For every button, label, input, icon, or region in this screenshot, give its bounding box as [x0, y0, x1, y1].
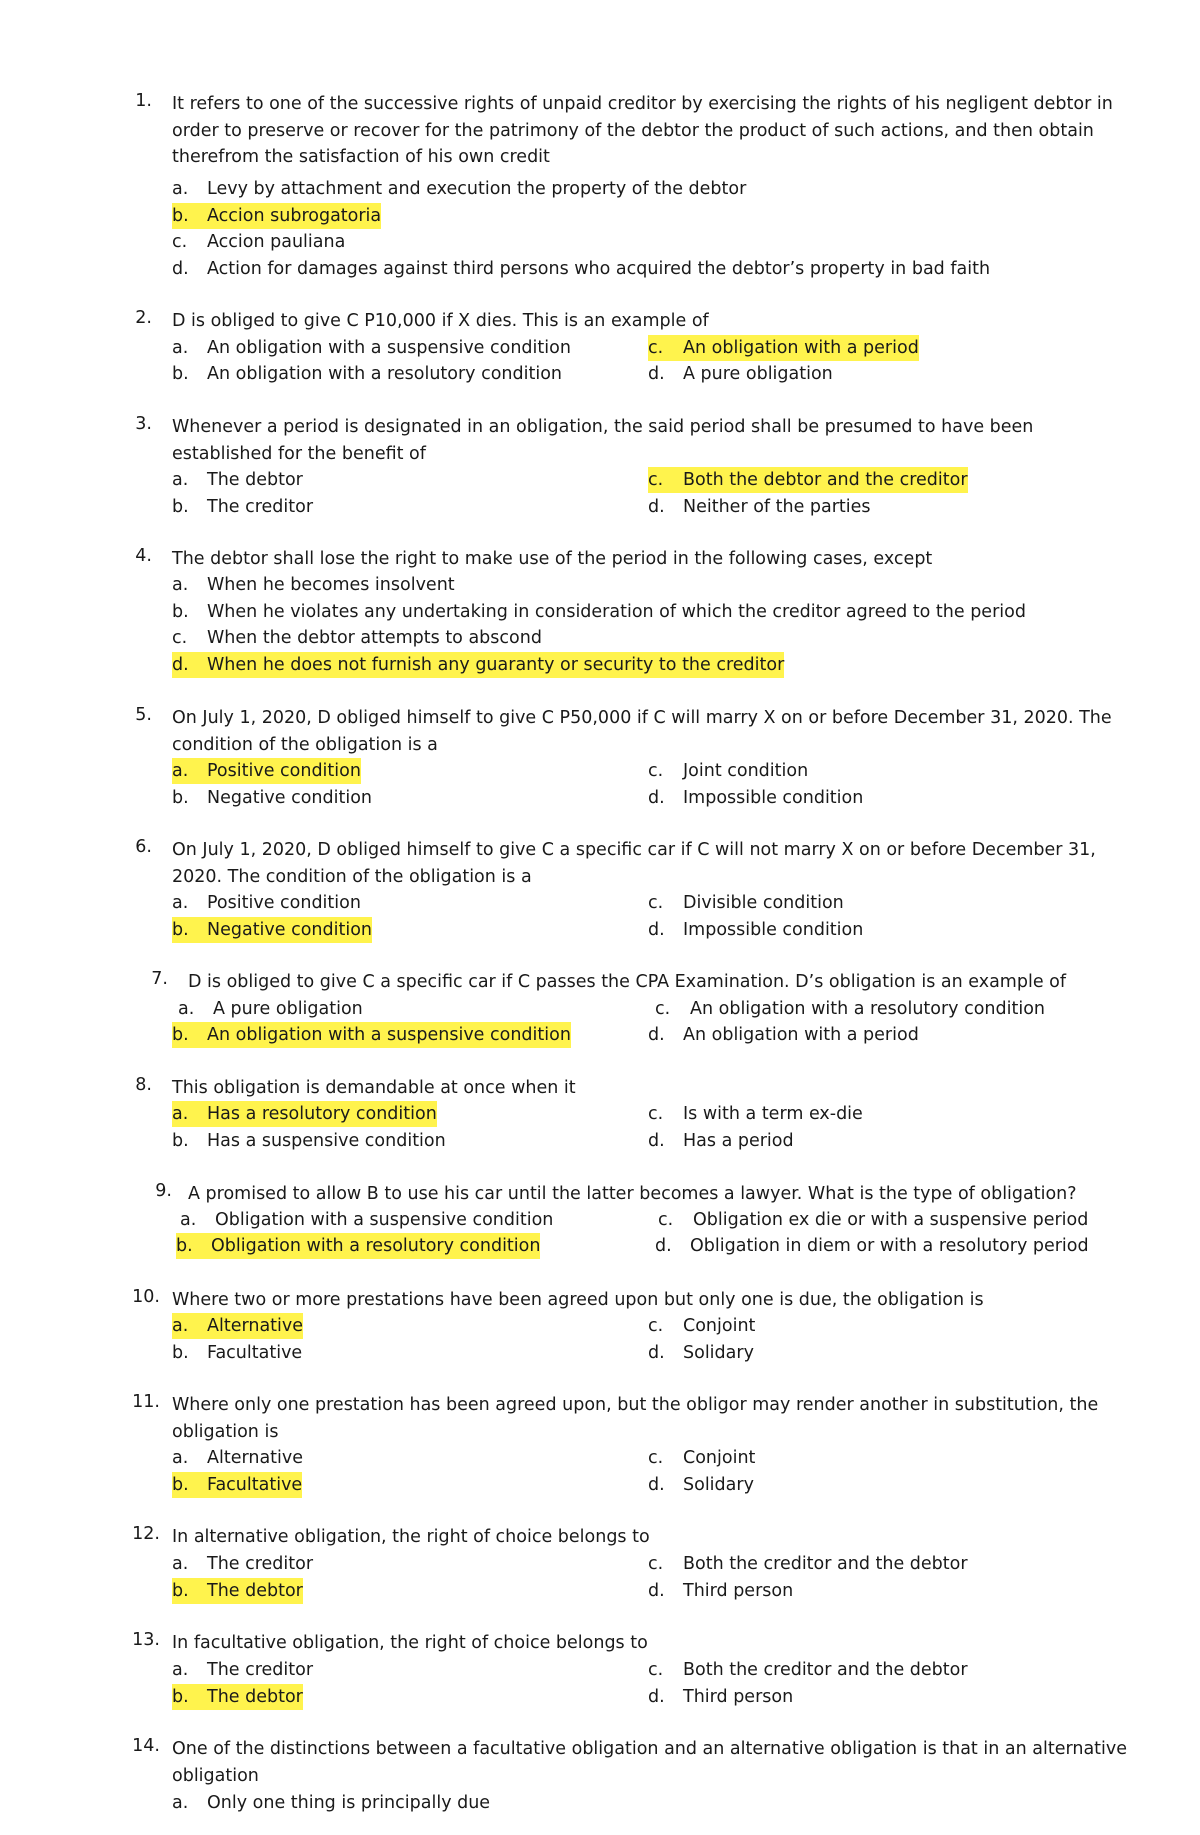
- option-c: [648, 1551, 968, 1577]
- option-letter: d.: [655, 1236, 672, 1256]
- option-text: When the debtor attempts to abscond: [207, 628, 542, 648]
- question-number: 1.: [135, 91, 152, 111]
- option-letter: c.: [172, 628, 188, 648]
- option-text: Conjoint: [683, 1316, 756, 1336]
- option-d: [648, 1578, 793, 1604]
- option-d-correct: [172, 652, 784, 678]
- option-a: [172, 1445, 303, 1471]
- option-text: Both the creditor and the debtor: [683, 1660, 968, 1680]
- option-text: Third person: [683, 1581, 794, 1601]
- option-text: Obligation with a suspensive condition: [215, 1210, 554, 1230]
- question-text: One of the distinctions between a facultative obligation and an alternative obligation is that in an alternative obligation: [172, 1739, 1128, 1786]
- option-letter: d.: [648, 364, 665, 384]
- question-number: 13.: [132, 1630, 160, 1650]
- option-letter: b.: [172, 788, 189, 808]
- option-c: [648, 1657, 968, 1683]
- option-b-correct: [172, 1022, 571, 1048]
- option-letter: b.: [172, 364, 189, 384]
- option-letter: a.: [172, 1448, 189, 1468]
- option-a-correct: [172, 1313, 303, 1339]
- question-number: 12.: [132, 1524, 160, 1544]
- option-text: Action for damages against third persons who acquired the debtor’s property in bad faith: [207, 259, 991, 279]
- option-text: Divisible condition: [683, 893, 844, 913]
- option-letter: d.: [648, 1025, 665, 1045]
- question-number: 3.: [135, 414, 152, 434]
- option-c-correct: [648, 467, 968, 493]
- option-text: Positive condition: [207, 761, 361, 781]
- option-letter: c.: [172, 232, 188, 252]
- option-text: Solidary: [683, 1343, 754, 1363]
- option-text: Obligation in diem or with a resolutory period: [690, 1236, 1089, 1256]
- option-d: [655, 1233, 1089, 1259]
- option-text: Joint condition: [683, 761, 809, 781]
- option-text: Impossible condition: [683, 788, 864, 808]
- option-letter: b.: [172, 917, 207, 943]
- option-text: Levy by attachment and execution the property of the debtor: [207, 179, 747, 199]
- option-text: Third person: [683, 1687, 794, 1707]
- option-d: [648, 1128, 794, 1154]
- option-letter: a.: [172, 338, 189, 358]
- option-text: The debtor: [207, 1581, 303, 1601]
- question-number: 2.: [135, 308, 152, 328]
- question-text: Where only one prestation has been agreed upon, but the obligor may render another in substitution, the obligation is: [172, 1395, 1099, 1442]
- option-a: [172, 467, 303, 493]
- option-letter: c.: [648, 1104, 664, 1124]
- option-text: An obligation with a suspensive condition: [207, 338, 571, 358]
- question-number: 11.: [132, 1392, 160, 1412]
- option-a: [172, 572, 455, 598]
- question-number: 14.: [132, 1736, 160, 1756]
- option-b-correct: [172, 1472, 302, 1498]
- option-b-correct: [176, 1233, 540, 1259]
- option-letter: b.: [172, 203, 207, 229]
- option-letter: b.: [176, 1233, 211, 1259]
- option-text: Obligation with a resolutory condition: [211, 1236, 541, 1256]
- option-b: [172, 785, 372, 811]
- question-text: Whenever a period is designated in an obligation, the said period shall be presumed to have been established for the benefit of: [172, 417, 1034, 464]
- option-text: A pure obligation: [213, 999, 363, 1019]
- option-text: An obligation with a period: [683, 338, 919, 358]
- option-b-correct: [172, 203, 381, 229]
- option-a: [172, 335, 571, 361]
- option-letter: b.: [172, 602, 189, 622]
- option-letter: c.: [648, 1554, 664, 1574]
- option-letter: d.: [648, 1581, 665, 1601]
- option-letter: b.: [172, 1022, 207, 1048]
- option-letter: c.: [648, 467, 683, 493]
- option-c: [648, 1101, 863, 1127]
- option-letter: b.: [172, 1684, 207, 1710]
- option-letter: d.: [648, 497, 665, 517]
- option-letter: b.: [172, 1578, 207, 1604]
- option-letter: d.: [172, 259, 189, 279]
- question-number: 7.: [151, 969, 168, 989]
- option-letter: a.: [172, 758, 207, 784]
- option-b-correct: [172, 1578, 303, 1604]
- option-text: The creditor: [207, 1660, 314, 1680]
- option-text: Positive condition: [207, 893, 361, 913]
- question-text: In facultative obligation, the right of choice belongs to: [172, 1633, 648, 1653]
- option-letter: d.: [648, 1687, 665, 1707]
- option-a: [172, 1790, 490, 1816]
- option-text: When he violates any undertaking in consideration of which the creditor agreed to the period: [207, 602, 1026, 622]
- option-letter: d.: [648, 788, 665, 808]
- option-text: The creditor: [207, 497, 314, 517]
- option-b: [172, 599, 1026, 625]
- option-text: An obligation with a period: [683, 1025, 919, 1045]
- option-letter: d.: [648, 1475, 665, 1495]
- option-text: The debtor: [207, 470, 303, 490]
- option-text: Alternative: [207, 1448, 304, 1468]
- question-text: In alternative obligation, the right of choice belongs to: [172, 1527, 650, 1547]
- option-text: An obligation with a resolutory condition: [207, 364, 563, 384]
- option-d: [648, 494, 871, 520]
- option-text: Has a period: [683, 1131, 794, 1151]
- option-c: [648, 890, 844, 916]
- option-letter: a.: [172, 1793, 189, 1813]
- option-b: [172, 1128, 446, 1154]
- option-d: [648, 917, 863, 943]
- option-letter: c.: [648, 1316, 664, 1336]
- option-letter: a.: [172, 1313, 207, 1339]
- option-c: [655, 996, 1045, 1022]
- option-a-correct: [172, 758, 361, 784]
- option-letter: c.: [648, 335, 683, 361]
- option-letter: b.: [172, 497, 189, 517]
- option-c: [648, 758, 808, 784]
- option-a: [172, 1657, 313, 1683]
- question-number: 10.: [132, 1287, 160, 1307]
- option-c-correct: [648, 335, 919, 361]
- option-letter: a.: [172, 470, 189, 490]
- question-text: D is obliged to give C P10,000 if X dies. This is an example of: [172, 311, 709, 331]
- question-number: 9.: [155, 1181, 172, 1201]
- option-b: [172, 1340, 302, 1366]
- question-text: On July 1, 2020, D obliged himself to give C P50,000 if C will marry X on or before December 31, 2020. The condition of the obligation is a: [172, 708, 1112, 755]
- option-text: Facultative: [207, 1343, 303, 1363]
- option-letter: b.: [172, 1472, 207, 1498]
- option-text: Both the debtor and the creditor: [683, 470, 968, 490]
- option-text: Accion pauliana: [207, 232, 346, 252]
- option-a: [172, 890, 361, 916]
- option-a: [180, 1207, 553, 1233]
- option-letter: a.: [172, 893, 189, 913]
- option-d: [172, 256, 990, 282]
- option-d: [648, 1340, 754, 1366]
- question-text: On July 1, 2020, D obliged himself to give C a specific car if C will not marry X on or before December 31, 2020. The condition of the obligation is a: [172, 840, 1096, 887]
- option-text: Solidary: [683, 1475, 754, 1495]
- option-c: [172, 625, 542, 651]
- option-b: [172, 494, 313, 520]
- option-d: [648, 1472, 754, 1498]
- question-text: The debtor shall lose the right to make use of the period in the following cases, except: [172, 549, 933, 569]
- option-letter: a.: [172, 575, 189, 595]
- option-text: The creditor: [207, 1554, 314, 1574]
- option-text: Facultative: [207, 1475, 303, 1495]
- option-b-correct: [172, 1684, 303, 1710]
- option-d: [648, 361, 833, 387]
- option-letter: a.: [180, 1210, 197, 1230]
- option-text: Negative condition: [207, 788, 373, 808]
- option-b-correct: [172, 917, 372, 943]
- option-letter: c.: [648, 893, 664, 913]
- option-text: Neither of the parties: [683, 497, 871, 517]
- option-text: Only one thing is principally due: [207, 1793, 491, 1813]
- option-c: [648, 1313, 755, 1339]
- question-text: D is obliged to give C a specific car if C passes the CPA Examination. D’s obligation is an example of: [188, 972, 1067, 992]
- option-text: Has a suspensive condition: [207, 1131, 446, 1151]
- option-d: [648, 785, 863, 811]
- option-c: [658, 1207, 1088, 1233]
- question-text: It refers to one of the successive rights of unpaid creditor by exercising the rights of his negligent debtor in order to preserve or recover for the patrimony of the debtor the product of such actions, and then obtain therefrom the satisfaction of his own credit: [172, 94, 1113, 167]
- option-text: The debtor: [207, 1687, 303, 1707]
- option-letter: b.: [172, 1131, 189, 1151]
- option-d: [648, 1022, 919, 1048]
- option-letter: c.: [655, 999, 671, 1019]
- option-text: Accion subrogatoria: [207, 206, 382, 226]
- option-text: A pure obligation: [683, 364, 833, 384]
- option-text: Conjoint: [683, 1448, 756, 1468]
- option-letter: d.: [172, 652, 207, 678]
- option-letter: a.: [172, 1101, 207, 1127]
- option-text: Impossible condition: [683, 920, 864, 940]
- option-letter: a.: [178, 999, 195, 1019]
- option-text: Obligation ex die or with a suspensive period: [693, 1210, 1089, 1230]
- option-c: [172, 229, 345, 255]
- option-text: An obligation with a suspensive condition: [207, 1025, 571, 1045]
- option-a: [172, 176, 746, 202]
- option-letter: d.: [648, 1131, 665, 1151]
- option-letter: a.: [172, 1554, 189, 1574]
- option-text: When he becomes insolvent: [207, 575, 455, 595]
- option-d: [648, 1684, 793, 1710]
- question-number: 6.: [135, 837, 152, 857]
- option-letter: c.: [648, 1660, 664, 1680]
- question-number: 5.: [135, 705, 152, 725]
- question-text: Where two or more prestations have been agreed upon but only one is due, the obligation is: [172, 1290, 984, 1310]
- option-letter: d.: [648, 1343, 665, 1363]
- option-b: [172, 361, 562, 387]
- option-letter: c.: [648, 1448, 664, 1468]
- option-letter: a.: [172, 1660, 189, 1680]
- option-text: Both the creditor and the debtor: [683, 1554, 968, 1574]
- option-text: When he does not furnish any guaranty or security to the creditor: [207, 655, 785, 675]
- option-letter: b.: [172, 1343, 189, 1363]
- option-text: An obligation with a resolutory condition: [690, 999, 1046, 1019]
- option-c: [648, 1445, 755, 1471]
- option-text: Alternative: [207, 1316, 304, 1336]
- option-a: [172, 1551, 313, 1577]
- option-a-correct: [172, 1101, 437, 1127]
- option-text: Is with a term ex-die: [683, 1104, 863, 1124]
- option-letter: c.: [658, 1210, 674, 1230]
- question-number: 8.: [135, 1075, 152, 1095]
- option-text: Has a resolutory condition: [207, 1104, 437, 1124]
- option-a: [178, 996, 363, 1022]
- question-text: This obligation is demandable at once when it: [172, 1078, 576, 1098]
- option-letter: c.: [648, 761, 664, 781]
- question-number: 4.: [135, 546, 152, 566]
- option-letter: a.: [172, 179, 189, 199]
- option-letter: d.: [648, 920, 665, 940]
- question-text: A promised to allow B to use his car until the latter becomes a lawyer. What is the type of obligation?: [188, 1184, 1077, 1204]
- option-text: Negative condition: [207, 920, 373, 940]
